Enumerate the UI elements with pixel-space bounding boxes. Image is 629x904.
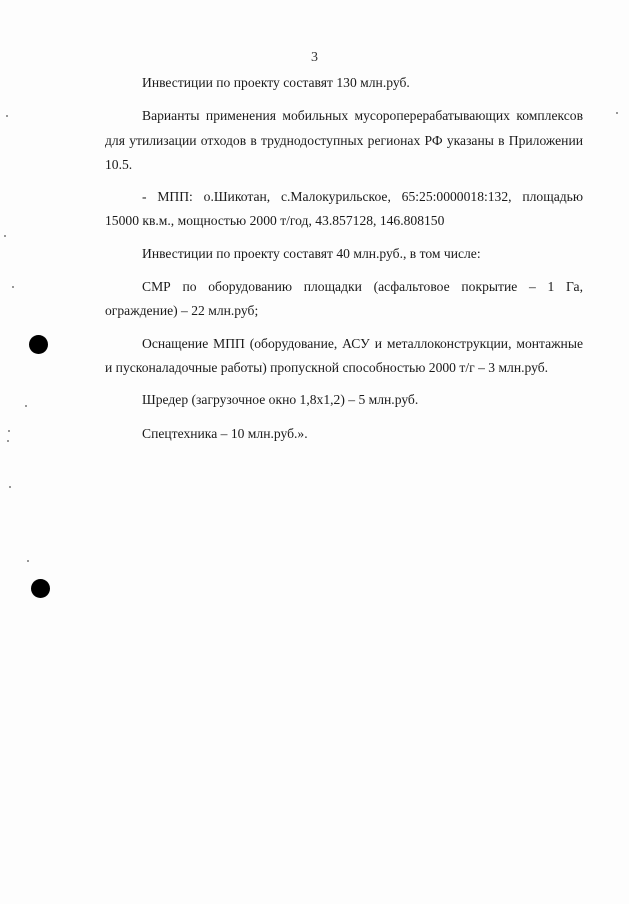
punch-hole-mark: [29, 335, 48, 354]
paragraph-smr-site: СМР по оборудованию площадки (асфальтовое покрытие – 1 Га, ограждение) – 22 млн.руб;: [105, 279, 583, 319]
scan-speck: [12, 286, 14, 288]
scan-speck: [25, 405, 27, 407]
paragraph-mpp-shikotan: - МПП: о.Шикотан, с.Малокурильское, 65:25:0000018:132, площадью 15000 кв.м., мощностью 2000 т/год, 43.857128, 146.808150: [105, 189, 583, 229]
paragraph-mpp-equipment: Оснащение МПП (оборудование, АСУ и металлоконструкции, монтажные и пусконаладочные работы) пропускной способностью 2000 т/г – 3 млн.руб.: [105, 335, 583, 375]
paragraph-investment-40: Инвестиции по проекту составят 40 млн.руб., в том числе:: [142, 245, 481, 261]
paragraph-shredder: Шредер (загрузочное окно 1,8x1,2) – 5 млн.руб.: [142, 392, 419, 408]
scan-speck: [4, 235, 6, 237]
punch-hole-mark: [31, 579, 50, 598]
page-number: 3: [311, 50, 318, 65]
paragraph-investment-130: Инвестиции по проекту составят 130 млн.руб.: [142, 75, 410, 90]
paragraph-mobile-complexes: Варианты применения мобильных мусороперерабатывающих комплексов для утилизации отходов в труднодоступных регионах РФ указаны в Приложении 10.5.: [105, 108, 583, 172]
scan-speck: [8, 430, 10, 432]
scan-speck: [6, 115, 8, 117]
document-body: [105, 71, 583, 446]
scan-speck: [7, 440, 9, 442]
scan-speck: [9, 486, 11, 488]
scan-speck: [27, 560, 29, 562]
scan-speck: [616, 112, 618, 114]
paragraph-special-equipment: Спецтехника – 10 млн.руб.».: [142, 425, 308, 441]
